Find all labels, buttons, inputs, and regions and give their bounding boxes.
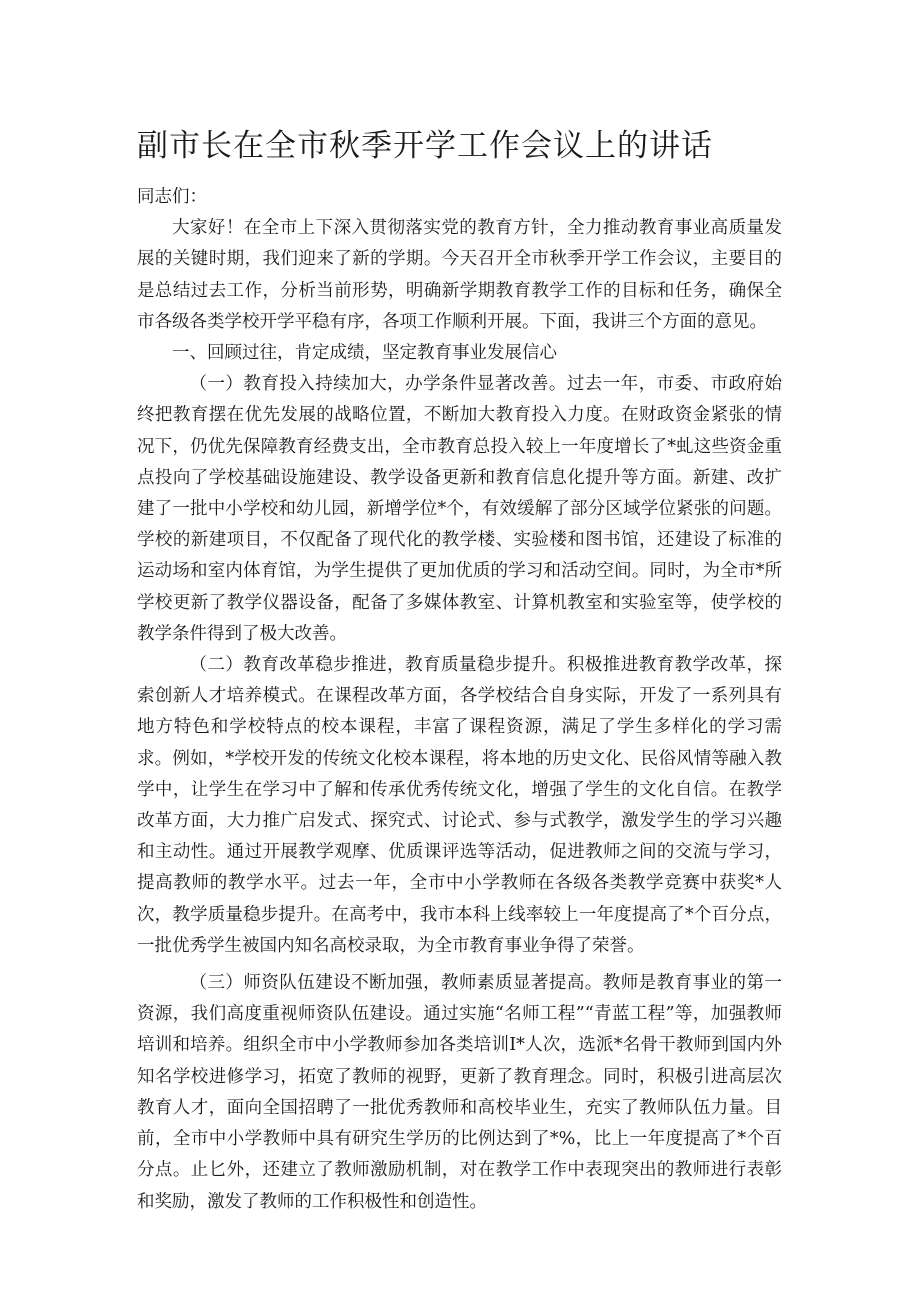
subsection-paragraph-1: （一）教育投入持续加大，办学条件显著改善。过去一年，市委、市政府始终把教育摆在优先发展的战略位置，不断加大教育投入力度。在财政资金紧张的情况下，仍优先保障教育经费支出，全市教育总投入较上一年度增长了*虬这些资金重点投向了学校基础设施建设、教学设备更新和教育信息化提升等方面。新建、改扩建了一批中小学校和幼儿园，新增学位*个，有效缓解了部分区域学位紧张的问题。学校的新建项目，不仅配备了现代化的教学楼、实验楼和图书馆，还建设了标准的运动场和室内体育馆，为学生提供了更加优质的学习和活动空间。同时，为全市*所学校更新了教学仪器设备，配备了多媒体教室、计算机教室和实验室等，使学校的教学条件得到了极大改善。: [137, 374, 782, 644]
subsection-paragraph-3: （三）师资队伍建设不断加强，教师素质显著提高。教师是教育事业的第一资源，我们高度重视师资队伍建设。通过实施“名师工程”“青蓝工程”等，加强教师培训和培养。组织全市中小学教师参加各类培训I*人次，选派*名骨干教师到国内外知名学校进修学习，拓宽了教师的视野，更新了教育理念。同时，积极引进高层次教育人才，面向全国招聘了一批优秀教师和高校毕业生，充实了教师队伍力量。目前，全市中小学教师中具有研究生学历的比例达到了*%，比上一年度提高了*个百分点。止匕外，还建立了教师激励机制，对在教学工作中表现突出的教师进行表彰和奖励，激发了教师的工作积极性和创造性。: [137, 973, 782, 1212]
document-body: [137, 182, 782, 1218]
document-title: 副市长在全市秋季开学工作会议上的讲话: [137, 128, 713, 164]
opening-paragraph: 大家好！在全市上下深入贯彻落实党的教育方针，全力推动教育事业高质量发展的关键时期，我们迎来了新的学期。今天召开全市秋季开学工作会议，主要目的是总结过去工作，分析当前形势，明确新学期教育教学工作的目标和任务，确保全市各级各类学校开学平稳有序，各项工作顺利开展。下面，我讲三个方面的意见。: [137, 218, 782, 332]
subsection-paragraph-2: （二）教育改革稳步推进，教育质量稳步提升。积极推进教育教学改革，探索创新人才培养模式。在课程改革方面，各学校结合自身实际，开发了一系列具有地方特色和学校特点的校本课程，丰富了课程资源，满足了学生多样化的学习需求。例如，*学校开发的传统文化校本课程，将本地的历史文化、民俗风情等融入教学中，让学生在学习中了解和传承优秀传统文化，增强了学生的文化自信。在教学改革方面，大力推广启发式、探究式、讨论式、参与式教学，激发学生的学习兴趣和主动性。通过开展教学观摩、优质课评选等活动，促进教师之间的交流与学习，提高教师的教学水平。过去一年，全市中小学教师在各级各类教学竞赛中获奖*人次，教学质量稳步提升。在高考中，我市本科上线率较上一年度提高了*个百分点，一批优秀学生被国内知名高校录取，为全市教育事业争得了荣誉。: [137, 655, 782, 956]
section-heading-1: 一、回顾过往，肯定成绩，坚定教育事业发展信心: [172, 343, 557, 364]
salutation: 同志们：: [137, 187, 207, 207]
